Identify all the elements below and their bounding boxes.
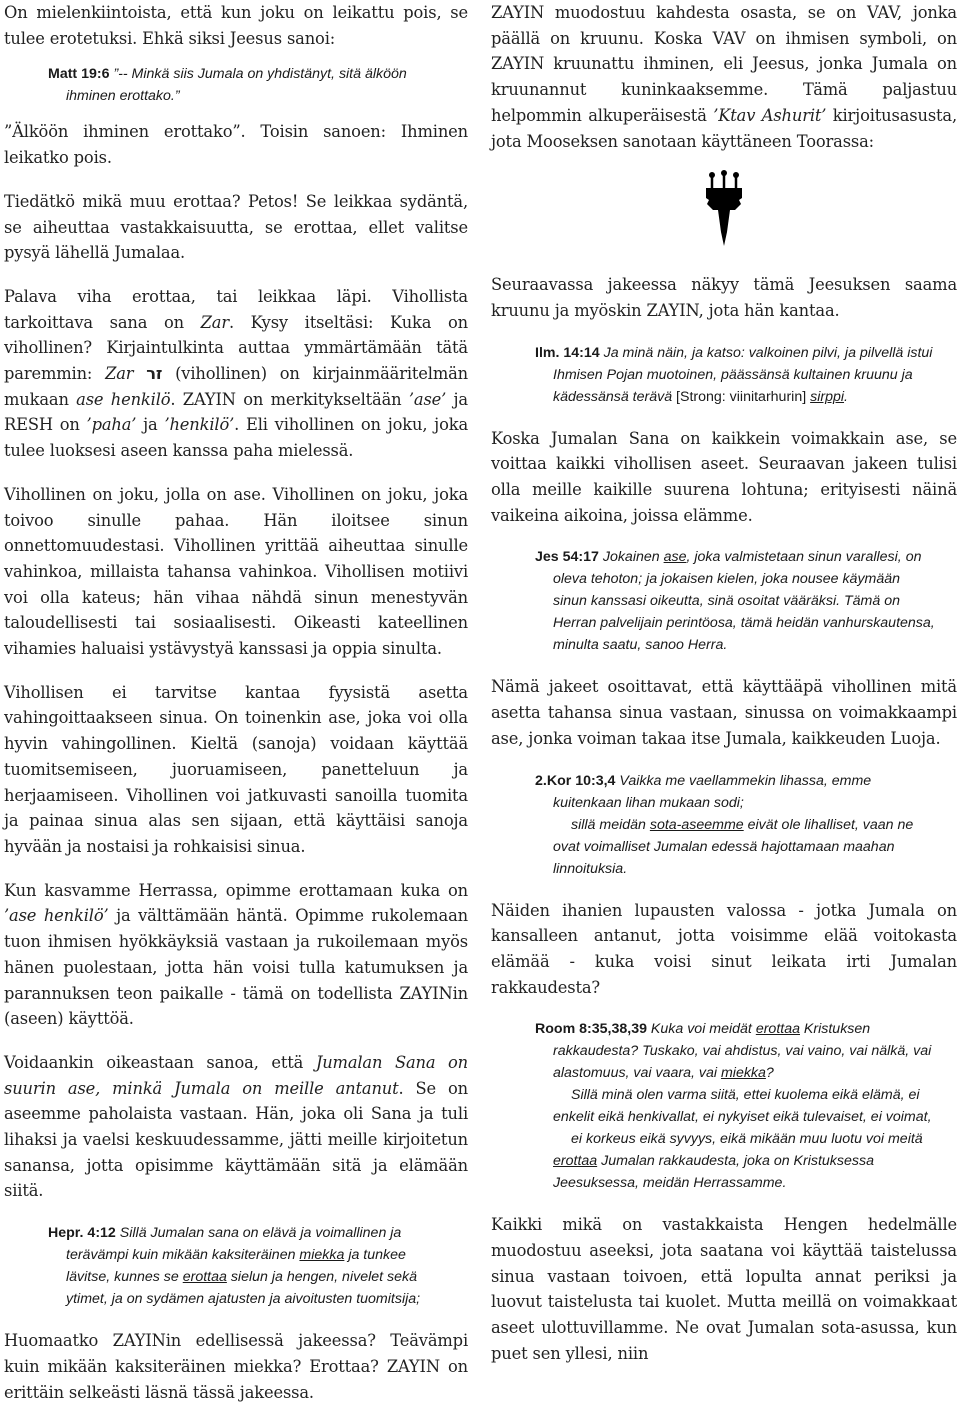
paragraph: ZAYIN muodostuu kahdesta osasta, se on VAV, jonka päällä on kruunu. Koska VAV on ihmisen symboli, on ZAYIN kruunattu ihminen, eli Jeesus, jonka Jumala on kruunannut kuninkaaksemme. Tämä paljastuu helpommin alkuperäisestä ’Ktav Ashurit’ kirjoitusasusta, jota Mooseksen sanotaan käyttäneen Toorassa: — [491, 3, 957, 151]
bible-quote-ilm-14-14: Ilm. 14:14 Ja minä näin, ja katso: valkoinen pilvi, ja pilvellä istui Ihmisen Pojan muotoinen, päässänsä kultainen kruunu ja kädessänsä terävä [Strong: viinitarhurin] sirppi. — [535, 344, 933, 405]
bible-quote-jes-54-17: Jes 54:17 Jokainen ase, joka valmistetaan sinun varallesi, on oleva tehoton; ja jokaisen kielen, joka nousee käymään sinun kanssasi oikeutta, sinä osoitat vääräksi. Tämä on Herran palvelijain perintöosa, tämä heidän vanhurskautensa, minulta saatu, sanoo Herra. — [535, 549, 935, 654]
paragraph: Kun kasvamme Herrassa, opimme erottamaan kuka on ’ase henkilö’ ja välttämään häntä. Opimme rukolemaan tuon ihmisen hyökkäyksiä vastaan ja rukoilemaan myös hänen puolestaan, jotta hän voisi tulla katumuksen ja parannuksen teon paikalle - tämä on todellista ZAYINin (aseen) käyttöä. — [4, 880, 468, 1029]
paragraph: Kaikki mikä on vastakkaista Hengen hedelmälle muodostuu aseeksi, jota saatana voi käyttää taistelussa sinua vastaan toivoen, että lopulta annat periksi ja luovut taistelusta tai kuolet. Mutta meillä on voimakkaat aseet ulottuvillamme. Ne ovat Jumalan sota-asussa, kun puet sen yllesi, niin — [491, 1215, 957, 1363]
left-column — [4, 0, 468, 1405]
hebrew-word-zar: זר — [146, 364, 163, 384]
verse-reference: Room 8:35,38,39 — [535, 1021, 647, 1038]
bible-quote-continuation: sillä meidän sota-aseemme eivät ole lihalliset, vaan ne ovat voimalliset Jumalan edessä hajottamaan maahan linnoituksia. — [553, 816, 914, 877]
paragraph: Seuraavassa jakeessa näkyy tämä Jeesuksen saama kruunu ja myöskin ZAYIN, jota hän kantaa. — [491, 275, 957, 320]
zayin-figure — [491, 170, 957, 272]
bible-quote-2kor-10-3-4: 2.Kor 10:3,4 Vaikka me vaellammekin lihassa, emme kuitenkaan lihan mukaan sodi; — [535, 772, 872, 811]
paragraph: Näiden ihanien lupausten valossa - jotka Jumala on kansalleen antanut, jotta voisimme elää voitokasta elämää - kuka voisi sinut leikata irti Jumalan rakkaudesta? — [491, 900, 957, 997]
paragraph: Voidaankin oikeastaan sanoa, että Jumalan Sana on suurin ase, minkä Jumala on meille antanut. Se on aseemme paholaista vastaan. Hän, joka oli Sana ja tuli lihaksi ja vaelsi keskuudessamme, jätti meille kirjoitetun sanansa, jotta opisimme käyttämään sitä ja elämään siitä. — [4, 1052, 468, 1201]
paragraph: Koska Jumalan Sana on kaikkein voimakkain ase, se voittaa kaikki vihollisen aseet. Seuraavan jakeen tulisi olla meille kaikille suurena lohtuna; erityisesti näinä vaikeina aikoina, joissa elämme. — [491, 428, 957, 525]
verse-reference: Hepr. 4:12 — [48, 1225, 116, 1242]
verse-reference: Matt 19:6 — [48, 66, 110, 83]
paragraph: ”Älköön ihminen erottako”. Toisin sanoen: Ihminen leikatko pois. — [4, 122, 468, 168]
bible-quote-continuation: Sillä minä olen varma siitä, ettei kuolema eikä elämä, ei enkelit eikä henkivallat, ei nykyiset eikä tulevaiset, ei voimat, — [553, 1087, 932, 1126]
ktav-ashurit-zayin-icon — [699, 170, 749, 250]
paragraph: Vihollinen on joku, jolla on ase. Vihollinen on joku, joka toivoo sinulle pahaa. Hän iloitsee sinun onnettomuudestasi. Vihollinen yrittää aiheuttaa sinulle vahinkoa, millaista tahansa vahinkoa. Vihollisen motiivi voi olla kateus; hän vihaa nähdä sinun menestyvän taloudellisesti tai sosiaalisesti. Oikeasti kateellinen vihamies haluaisi ystävystyä kanssasi ja oppia sinulta. — [4, 484, 468, 659]
right-column — [491, 0, 957, 1367]
paragraph: Nämä jakeet osoittavat, että käyttääpä vihollinen mitä asetta tahansa sinua vastaan, sinussa on voimakkaampi ase, jonka voiman takaa itse Jumala, kaikkeuden Luoja. — [491, 677, 957, 748]
bible-quote-hepr-4-12: Hepr. 4:12 Sillä Jumalan sana on elävä ja voimallinen ja terävämpi kuin mikään kaksiteräinen miekka ja tunkee lävitse, kunnes se erottaa sielun ja hengen, nivelet sekä ytimet, ja on sydämen ajatusten ja aivoitusten tuomitsija; — [48, 1225, 421, 1308]
bible-quote-continuation: ei korkeus eikä syvyys, eikä mikään muu luotu voi meitä erottaa Jumalan rakkaudesta, joka on Kristuksessa Jeesuksessa, meidän Herrassamme. — [553, 1131, 923, 1192]
bible-quote-matt-19-6 — [4, 63, 468, 107]
paragraph-zar: Palava viha erottaa, tai leikkaa läpi. Vihollista tarkoittava sana on Zar. Kysy itseltäsi: Kuka on vihollinen? Kirjaintulkinta auttaa ymmärtämään tätä paremmin: Zar זר (vihollinen) on kirjainmääritelmän mukaan ase henkilö. ZAYIN on merkitykseltään ’ase’ ja RESH on ’paha’ ja ’henkilö’. Eli vihollinen on joku, joka tulee luoksesi aseen kanssa paha mielessä. — [4, 286, 469, 461]
paragraph: On mielenkiintoista, että kun joku on leikattu pois, se tulee erotetuksi. Ehkä siksi Jeesus sanoi: — [4, 3, 468, 48]
verse-reference: 2.Kor 10:3,4 — [535, 772, 616, 789]
paragraph: Huomaatko ZAYINin edellisessä jakeessa? Teävämpi kuin mikään kaksiteräinen miekka? Erottaa? ZAYIN on erittäin selkeästi läsnä tässä jakeessa. — [4, 1331, 468, 1402]
bible-quote-room-8-35: Room 8:35,38,39 Kuka voi meidät erottaa Kristuksen rakkaudesta? Tuskako, vai ahdistus, vai vaino, vai nälkä, vai alastomuus, vai vaara, vai miekka? — [535, 1021, 932, 1082]
verse-text: ”-- Minkä siis Jumala on yhdistänyt, sitä älköön ihminen erottako.” — [66, 66, 407, 105]
paragraph: Vihollisen ei tarvitse kantaa fyysistä asetta vahingoittaakseen sinua. On toinenkin ase, joka voi olla hyvin vahingollinen. Kieltä (sanoja) voidaan käyttää tuomitsemiseen, juoruamiseen, panetteluun ja herjaamiseen. Vihollinen voi jatkuvasti sanoilla tuomita ja painaa sinua alas sen sijaan, että käyttäisi sanoja hyvään ja nostaisi ja rohkaisisi sinua. — [4, 682, 468, 856]
verse-reference: Jes 54:17 — [535, 549, 599, 566]
paragraph: Tiedätkö mikä muu erottaa? Petos! Se leikkaa sydäntä, se aiheuttaa vastakkaisuutta, se erottaa, ellet valitse pysyä lähellä Jumalaa. — [4, 191, 468, 263]
verse-reference: Ilm. 14:14 — [535, 344, 600, 361]
